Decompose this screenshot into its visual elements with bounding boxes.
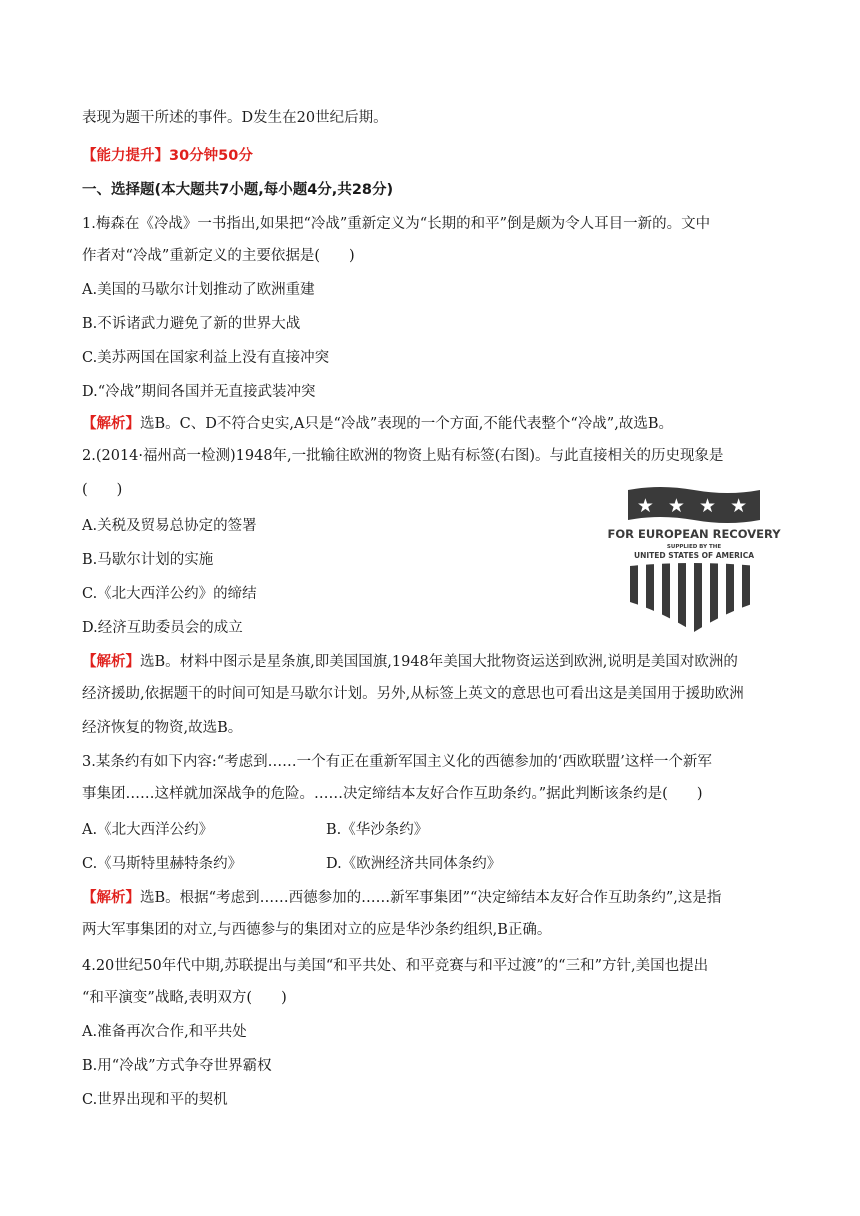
- option-row: [82, 854, 782, 874]
- section-heading: [82, 146, 782, 166]
- option-a: A.准备再次合作,和平共处: [82, 1024, 247, 1040]
- question-2: 2.(2014·福州高一检测)1948年,一批输往欧洲的物资上贴有标签(右图)。与此直接相关的历史现象是: [82, 448, 724, 464]
- option-row: [82, 820, 782, 840]
- question-1-cont: 作者对“冷战”重新定义的主要依据是( ): [82, 248, 355, 264]
- stars-icon: ★ ★ ★ ★: [636, 495, 752, 517]
- section-time: 30分钟50分: [169, 148, 253, 164]
- option-c: C.《马斯特里赫特条约》: [82, 856, 243, 872]
- option-a: A.关税及贸易总协定的签署: [82, 518, 257, 534]
- question-3-cont: 事集团……这样就加深战争的危险。……决定缔结本友好合作互助条约。”据此判断该条约是( ): [82, 786, 703, 802]
- option-d: D.《欧洲经济共同体条约》: [326, 856, 502, 872]
- option-b: B.马歇尔计划的实施: [82, 552, 214, 568]
- analysis-1: [82, 414, 782, 434]
- analysis-text: 选B。C、D不符合史实,A只是“冷战”表现的一个方面,不能代表整个“冷战”,故选B。: [140, 416, 673, 432]
- european-recovery-label-image: [607, 484, 781, 632]
- part-heading: 一、选择题(本大题共7小题,每小题4分,共28分): [82, 182, 394, 198]
- analysis-tag: 【解析】: [82, 653, 140, 670]
- option-c: C.美苏两国在国家利益上没有直接冲突: [82, 350, 330, 366]
- badge-title: FOR EUROPEAN RECOVERY: [607, 527, 781, 541]
- option-a: A.《北大西洋公约》: [82, 822, 214, 838]
- text-line: 表现为题干所述的事件。D发生在20世纪后期。: [82, 110, 388, 126]
- analysis-tag: 【解析】: [82, 889, 140, 906]
- analysis-2: [82, 652, 782, 672]
- option-b: B.不诉诸武力避免了新的世界大战: [82, 316, 301, 332]
- shield-stripes: [630, 560, 750, 632]
- question-4: 4.20世纪50年代中期,苏联提出与美国“和平共处、和平竞赛与和平过渡”的“三和”方针,美国也提出: [82, 958, 709, 974]
- analysis-3-cont: 两大军事集团的对立,与西德参与的集团对立的应是华沙条约组织,B正确。: [82, 922, 552, 938]
- option-b: B.用“冷战”方式争夺世界霸权: [82, 1058, 272, 1074]
- question-4-cont: “和平演变”战略,表明双方( ): [82, 990, 287, 1006]
- badge-subtitle: SUPPLIED BY THE: [666, 544, 722, 550]
- option-c: C.《北大西洋公约》的缔结: [82, 586, 257, 602]
- analysis-2-cont: 经济恢复的物资,故选B。: [82, 720, 243, 736]
- option-c: C.世界出现和平的契机: [82, 1092, 228, 1108]
- section-tag: 【能力提升】: [82, 148, 169, 164]
- question-1: 1.梅森在《冷战》一书指出,如果把“冷战”重新定义为“长期的和平”倒是颇为令人耳目一新的。文中: [82, 216, 711, 232]
- question-2-cont: ( ): [82, 482, 123, 498]
- analysis-text: 选B。根据“考虑到……西德参加的……新军事集团”“决定缔结本友好合作互助条约”,这是指: [140, 890, 722, 906]
- analysis-tag: 【解析】: [82, 415, 140, 432]
- option-b: B.《华沙条约》: [326, 822, 429, 838]
- analysis-text: 选B。材料中图示是星条旗,即美国国旗,1948年美国大批物资运送到欧洲,说明是美国对欧洲的: [140, 654, 738, 670]
- badge-country: UNITED STATES OF AMERICA: [633, 551, 755, 560]
- analysis-3: [82, 888, 782, 908]
- option-d: D.“冷战”期间各国并无直接武装冲突: [82, 384, 316, 400]
- analysis-2-cont: 经济援助,依据题干的时间可知是马歇尔计划。另外,从标签上英文的意思也可看出这是美国用于援助欧洲: [82, 686, 744, 702]
- option-d: D.经济互助委员会的成立: [82, 620, 243, 636]
- question-3: 3.某条约有如下内容:“考虑到……一个有正在重新军国主义化的西德参加的‘西欧联盟’这样一个新军: [82, 754, 712, 770]
- option-a: A.美国的马歇尔计划推动了欧洲重建: [82, 282, 315, 298]
